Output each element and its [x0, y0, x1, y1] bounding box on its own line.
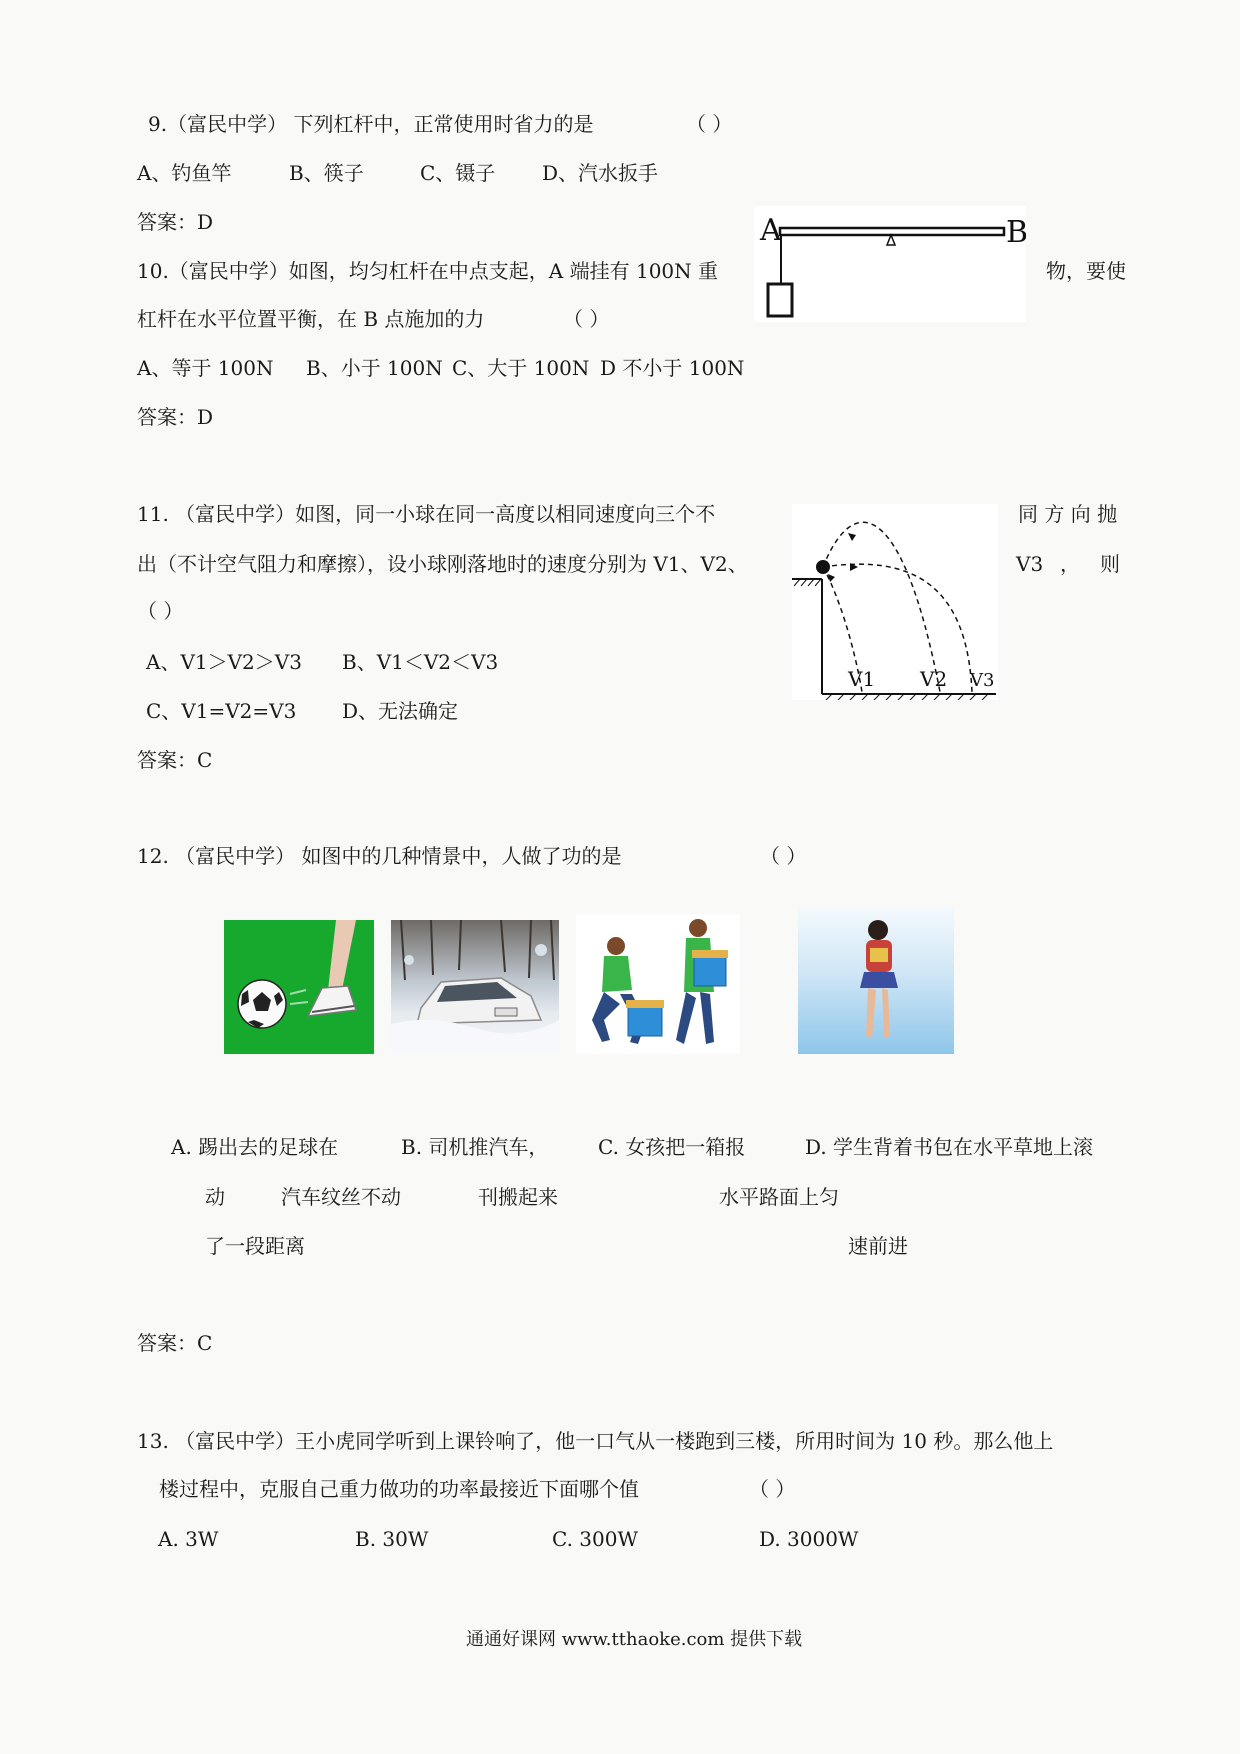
projectile-figure [792, 504, 998, 700]
q10-paren: （ ） [563, 307, 610, 331]
lever-label-b: B [1006, 215, 1026, 250]
q11-stem-end: 同 方 向 抛 [1018, 502, 1118, 526]
q10-answer: 答案：D [137, 405, 214, 429]
q9-paren: （ ） [686, 112, 733, 136]
q9-option-c: C、镊子 [420, 161, 496, 185]
q13-option-d: D. 3000W [759, 1527, 859, 1551]
label-v3: V3 [970, 670, 995, 691]
lever-weight [768, 284, 792, 316]
q13-option-a: A. 3W [158, 1527, 219, 1551]
q10-option-d: D 不小于 100N [600, 356, 745, 380]
q12-option-c-line1: C. 女孩把一箱报 [598, 1135, 746, 1159]
q11-stem: 11. （富民中学）如图，同一小球在同一高度以相同速度向三个不 [137, 502, 716, 526]
snow [391, 1020, 559, 1054]
lever-bar [780, 228, 1004, 235]
q12-option-a-line1: A. 踢出去的足球在 [171, 1135, 339, 1159]
q12-option-b-line1: B. 司机推汽车， [401, 1135, 549, 1159]
q12-option-a-line2: 动 [205, 1185, 225, 1209]
lever-label-a: A [760, 213, 782, 248]
q12-option-b-line2: 汽车纹丝不动 [281, 1185, 401, 1209]
q9-option-a: A、钓鱼竿 [137, 161, 232, 185]
q11-stem-v3: V3 [1016, 552, 1044, 576]
lever-figure [754, 206, 1026, 322]
q13-stem-line2: 楼过程中，克服自己重力做功的功率最接近下面哪个值 [159, 1477, 639, 1501]
arrow-up [848, 533, 856, 541]
q12-option-a-line3: 了一段距离 [205, 1234, 305, 1258]
page-footer: 通通好课网 www.tthaoke.com 提供下载 [466, 1629, 803, 1650]
lever-fulcrum [887, 235, 895, 245]
q10-stem: 10.（富民中学）如图，均匀杠杆在中点支起，A 端挂有 100N 重 [137, 259, 718, 283]
q11-stem-end2: 则 [1100, 552, 1120, 576]
q11-paren: （ ） [137, 599, 184, 623]
q11-option-d: D、无法确定 [342, 699, 459, 723]
arrow-down [828, 574, 835, 582]
q9-option-d: D、汽水扳手 [542, 161, 659, 185]
label-v1: V1 [848, 667, 876, 691]
photo-football [224, 920, 374, 1054]
q12-stem: 12. （富民中学） 如图中的几种情景中，人做了功的是 [137, 844, 622, 868]
q9-stem: 9.（富民中学） 下列杠杆中，正常使用时省力的是 [148, 112, 594, 136]
q10-option-b: B、小于 100N [306, 356, 443, 380]
q12-option-d-line2: 水平路面上匀 [719, 1185, 839, 1209]
q12-option-d-line3: 速前进 [848, 1234, 908, 1258]
q11-stem-line2: 出（不计空气阻力和摩擦），设小球刚落地时的速度分别为 V1、V2、 [137, 552, 748, 576]
q10-stem-end: 物，要使 [1046, 259, 1126, 283]
q13-option-c: C. 300W [552, 1527, 639, 1551]
leg [328, 920, 356, 990]
q11-option-a: A、V1＞V2＞V3 [146, 650, 302, 674]
q9-answer: 答案：D [137, 210, 214, 234]
trajectory-v3 [823, 564, 972, 692]
q12-option-d-line1: D. 学生背着书包在水平草地上滚 [805, 1135, 1094, 1159]
q11-answer: 答案：C [137, 748, 213, 772]
q10-option-a: A、等于 100N [137, 356, 274, 380]
label-v2: V2 [920, 667, 948, 691]
q12-answer: 答案：C [137, 1331, 213, 1355]
q11-option-b: B、V1＜V2＜V3 [342, 650, 499, 674]
q11-stem-comma: ， [1060, 552, 1080, 576]
q12-option-c-line2: 刊搬起来 [478, 1185, 558, 1209]
q12-paren: （ ） [760, 844, 807, 868]
q13-option-b: B. 30W [355, 1527, 429, 1551]
photo-car [391, 920, 559, 1054]
q10-stem-line2: 杠杆在水平位置平衡，在 B 点施加的力 [137, 307, 485, 331]
photo-student [798, 908, 954, 1054]
q10-option-c: C、大于 100N [452, 356, 590, 380]
q13-stem-line1: 13. （富民中学）王小虎同学听到上课铃响了，他一口气从一楼跑到三楼，所用时间为 10 秒。那么他上 [137, 1429, 1054, 1453]
q13-paren: （ ） [749, 1477, 796, 1501]
q9-option-b: B、筷子 [289, 161, 364, 185]
photo-girl-box [576, 914, 740, 1054]
q11-option-c: C、V1=V2=V3 [146, 699, 297, 723]
